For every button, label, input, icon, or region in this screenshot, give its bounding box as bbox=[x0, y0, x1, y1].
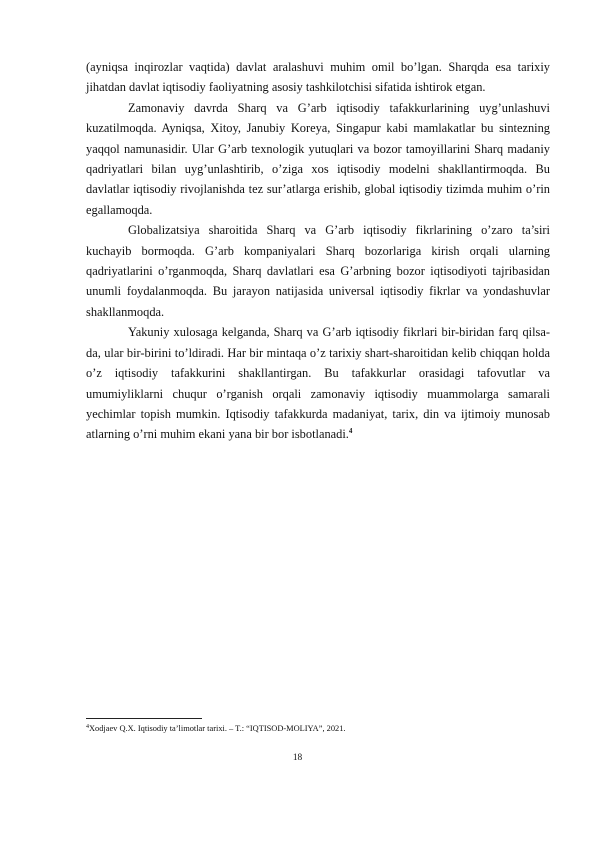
footnote-divider bbox=[86, 718, 202, 719]
paragraph-3: Globalizatsiya sharoitida Sharq va G’arb iqtisodiy fikrlarining o’zaro ta’siri kuchayib bormoqda. G’arb kompaniyalari Sharq bozorlariga kirish orqali ularning qadriyatlarini o’rganmoqda, Sharq davlatlari esa G’arbning bozor iqtisodiyoti tajribasidan unumli foydalanmoqda. Bu jarayon natijasida universal iqtisodiy fikrlar va yondashuvlar shakllanmoqda. bbox=[86, 223, 550, 319]
paragraph-4 bbox=[86, 322, 550, 444]
paragraph-1: (ayniqsa inqirozlar vaqtida) davlat aralashuvi muhim omil bo’lgan. Sharqda esa tarixiy jihatdan davlat iqtisodiy faoliyatning asosiy tashkilotchisi sifatida ishtirok etgan. bbox=[86, 60, 550, 95]
footnote-marker: 4 bbox=[86, 724, 89, 730]
footnote-reference[interactable]: 4 bbox=[348, 427, 353, 436]
paragraph-2: Zamonaviy davrda Sharq va G’arb iqtisodiy tafakkurlarining uyg’unlashuvi kuzatilmoqda. Ayniqsa, Xitoy, Janubiy Koreya, Singapur kabi mamlakatlar bu sintezning yaqqol namunasidir. Ular G’arb texnologik yutuqlari va bozor tamoyillarini Sharq madaniy qadriyatlari bilan uyg’unlashtirib, o’ziga xos iqtisodiy modelni shakllantirmoqda. Bu davlatlar iqtisodiy rivojlanishda tez sur’atlarga erishib, global iqtisodiy tizimda muhim o’rin egallamoqda. bbox=[86, 100, 550, 217]
paragraph-4-text: Yakuniy xulosaga kelganda, Sharq va G’arb iqtisodiy fikrlari bir-biridan farq qilsa-da, ular bir-birini to’ldiradi. Har bir mintaqa o’z tarixiy shart-sharoitidan kelib chiqqan holda o’z iqtisodiy tafakkurini shakllantirgan. Bu tafakkurlar orasidagi tafovutlar va umumiyliklarni chuqur o’rganish orqali zamonaviy iqtisodiy muammolarga samarali yechimlar topish mumkin. Iqtisodiy tafakkurda madaniyat, tarix, din va ijtimoiy munosab atlarning o’rni muhim ekani yana bir bor isbotlanadi. bbox=[86, 325, 550, 442]
body-text bbox=[86, 57, 550, 445]
page-number: 18 bbox=[292, 753, 303, 763]
footnote bbox=[86, 723, 556, 735]
footnote-text: Xodjaev Q.X. Iqtisodiy ta’limotlar tarixi. – T.: “IQTISOD-MOLIYA”, 2021. bbox=[89, 724, 346, 733]
